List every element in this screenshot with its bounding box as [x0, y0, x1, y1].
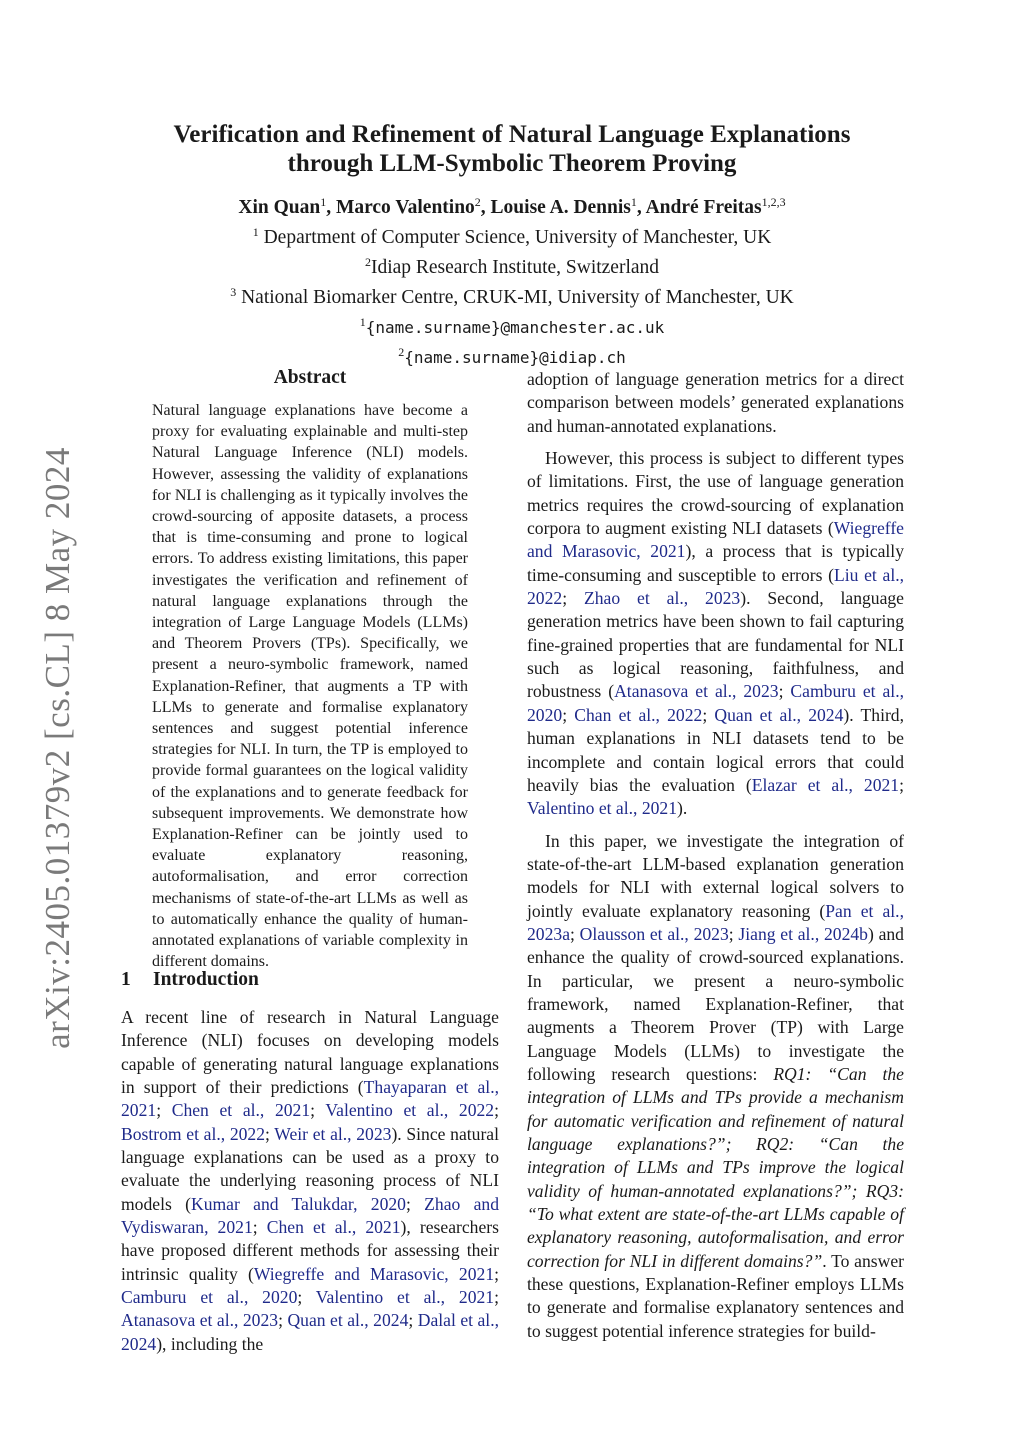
author-name: Marco Valentino	[335, 197, 475, 218]
citation-link: Atanasova et al., 2023	[614, 681, 779, 702]
intro-column-right	[527, 368, 904, 1343]
affiliation-marker: 1	[359, 315, 366, 329]
affiliation-line	[120, 280, 904, 310]
citation-link: Valentino et al., 2021	[315, 1287, 495, 1308]
citation-link: Valentino et al., 2021	[527, 798, 678, 819]
citation-link: Olausson et al., 2023	[579, 923, 729, 944]
citation-link: Elazar et al., 2021	[751, 774, 900, 795]
affiliation-marker: 1,2,3	[761, 195, 786, 209]
abstract-text: Natural language explanations have become a proxy for evaluating explainable and multi-step Natural Language Inference (NLI) models. However, assessing the validity of explanations for NLI is challenging as it typically involves the crowd-sourcing of apposite datasets, a process that is time-consuming and prone to logical errors. To address existing limitations, this paper investigates the verification and refinement of natural language explanations through the integration of Large Language Models (LLMs) and Theorem Provers (TPs). Specifically, we present a neuro-symbolic framework, named Explanation-Refiner, that augments a TP with LLMs to generate and formalise explanatory sentences and suggest potential inference strategies for NLI. In turn, the TP is employed to provide formal guarantees on the logical validity of the explanations and to generate feedback for subsequent improvements. We demonstrate how Explanation-Refiner can be jointly used to evaluate explanatory reasoning, autoformalisation, and error correction mechanisms of state-of-the-art LLMs as well as to automatically enhance the quality of human-annotated explanations of variable complexity in different domains.	[152, 402, 468, 971]
intro-column-left	[121, 1006, 499, 1356]
section-title: Introduction	[153, 969, 259, 990]
citation-link: Zhao and Vydiswaran, 2021	[121, 1193, 500, 1238]
paragraph: In this paper, we investigate the integration of state-of-the-art LLM-based explanation generation models for NLI with external logical solvers to jointly evaluate explanatory reasoning (Pan et al., 2023a; Olausson et al., 2023; Jiang et al., 2024b) and enhance the quality of crowd-sourced explanations. In particular, we present a neuro-symbolic framework, named Explanation-Refiner, that augments a Theorem Prover (TP) with Large Language Models (LLMs) to investigate the following research questions: RQ1: “Can the integration of LLMs and TPs provide a mechanism for automatic verification and refinement of natural language explanations?”; RQ2: “Can the integration of LLMs and TPs improve the logical validity of human-annotated explanations?”; RQ3: “To what extent are state-of-the-art LLMs capable of explanatory reasoning, autoformalisation, and error correction for NLI in different domains?”. To answer these questions, Explanation-Refiner employs LLMs to generate and formalise explanatory sentences and to suggest potential inference strategies for build-	[527, 830, 904, 1341]
citation-link: Chen et al., 2021	[266, 1217, 401, 1238]
affiliation-marker: 1	[630, 195, 637, 209]
paragraph: adoption of language generation metrics for a direct comparison between models’ generated explanations and human-annotated explanations.	[527, 369, 904, 436]
citation-link: Wiegreffe and Marasovic, 2021	[253, 1263, 495, 1284]
citation-link: Valentino et al., 2022	[325, 1100, 495, 1121]
affiliation-marker: 2	[398, 345, 405, 359]
citation-link: Camburu et al., 2020	[121, 1287, 298, 1308]
affiliation-text: Idiap Research Institute, Switzerland	[370, 257, 660, 278]
email-address: {name.surname}@idiap.ch	[404, 348, 626, 367]
arxiv-identifier: arXiv:2405.01379v2 [cs.CL] 8 May 2024	[38, 447, 77, 1049]
citation-link: Jiang et al., 2024b	[738, 923, 868, 944]
affiliation-marker: 1	[320, 195, 327, 209]
author-name: Louise A. Dennis	[490, 197, 631, 218]
affiliation-marker: 1	[252, 225, 259, 239]
paper-title	[120, 120, 904, 178]
affiliation-line	[120, 220, 904, 250]
author-name: Xin Quan	[238, 197, 321, 218]
author-list: Xin Quan$^1$, Marco Valentino$^2$, Louise A. Dennis$^1$, André Freitas$^{1,2,3}$	[238, 195, 786, 218]
paragraph: However, this process is subject to different types of limitations. First, the use of language generation metrics requires the crowd-sourcing of explanation corpora to augment existing NLI datasets (Wiegreffe and Marasovic, 2021), a process that is typically time-consuming and susceptible to errors (Liu et al., 2022; Zhao et al., 2023). Second, language generation metrics have been shown to fail capturing fine-grained properties that are fundamental for NLI such as logical reasoning, faithfulness, and robustness (Atanasova et al., 2023; Camburu et al., 2020; Chan et al., 2022; Quan et al., 2024). Third, human explanations in NLI datasets tend to be incomplete and contain logical errors that could heavily bias the evaluation (Elazar et al., 2021; Valentino et al., 2021).	[527, 448, 905, 819]
title-line-2: through LLM-Symbolic Theorem Proving	[287, 150, 737, 177]
affiliation-marker: 2	[474, 195, 481, 209]
affiliation-text: National Biomarker Centre, CRUK-MI, University of Manchester, UK	[236, 287, 794, 308]
citation-link: Pan et al., 2023a	[527, 900, 904, 944]
citation-link: Bostrom et al., 2022	[121, 1123, 266, 1144]
citation-link: Liu et al., 2022	[527, 564, 904, 609]
section-number: 1	[121, 969, 131, 990]
affiliation-marker: 3	[230, 285, 237, 299]
title-line-1: Verification and Refinement of Natural Language Explanations	[173, 121, 851, 148]
citation-link: Quan et al., 2024	[714, 704, 844, 725]
citation-link: Quan et al., 2024	[287, 1310, 409, 1331]
citation-link: Weir et al., 2023	[274, 1123, 392, 1144]
section-heading	[121, 969, 259, 991]
author-name: André Freitas	[645, 197, 762, 218]
abstract-heading: Abstract	[273, 367, 347, 388]
citation-link: Kumar and Talukdar, 2020	[190, 1193, 406, 1214]
email-line	[120, 340, 904, 370]
author-block	[120, 190, 904, 370]
research-questions: RQ1: “Can the integration of LLMs and TPs provide a mechanism for automatic verification and refinement of natural language explanations?”; RQ2: “Can the integration of LLMs and TPs improve the logical validity of human-annotated explanations?”; RQ3: “To what extent are state-of-the-art LLMs capable of explanatory reasoning, autoformalisation, and error correction for NLI in different domains?”	[527, 1063, 904, 1271]
citation-link: Chan et al., 2022	[574, 704, 703, 725]
citation-link: Atanasova et al., 2023	[121, 1310, 279, 1331]
affiliation-text: Department of Computer Science, University of Manchester, UK	[258, 227, 772, 248]
email-line	[120, 310, 904, 340]
email-address: {name.surname}@manchester.ac.uk	[365, 318, 665, 337]
arxiv-sidebar	[18, 448, 98, 1048]
paragraph: A recent line of research in Natural Language Inference (NLI) focuses on developing models capable of generating natural language explanations in support of their predictions (Thayaparan et al., 2021; Chen et al., 2021; Valentino et al., 2022; Bostrom et al., 2022; Weir et al., 2023). Since natural language explanations can be used as a proxy to evaluate the underlying reasoning process of NLI models (Kumar and Talukdar, 2020; Zhao and Vydiswaran, 2021; Chen et al., 2021), researchers have proposed different methods for assessing their intrinsic quality (Wiegreffe and Marasovic, 2021; Camburu et al., 2020; Valentino et al., 2021; Atanasova et al., 2023; Quan et al., 2024; Dalal et al., 2024), including the	[121, 1007, 500, 1354]
affiliation-list	[120, 220, 904, 310]
citation-link: Camburu et al., 2020	[527, 681, 904, 725]
citation-link: Chen et al., 2021	[171, 1100, 311, 1121]
citation-link: Dalal et al., 2024	[121, 1310, 499, 1354]
citation-link: Wiegreffe and Marasovic, 2021	[527, 518, 904, 562]
citation-link: Thayaparan et al., 2021	[121, 1077, 499, 1121]
affiliation-line	[120, 250, 904, 280]
citation-link: Zhao et al., 2023	[583, 588, 741, 609]
affiliation-marker: 2	[364, 255, 371, 269]
email-list	[120, 310, 904, 370]
